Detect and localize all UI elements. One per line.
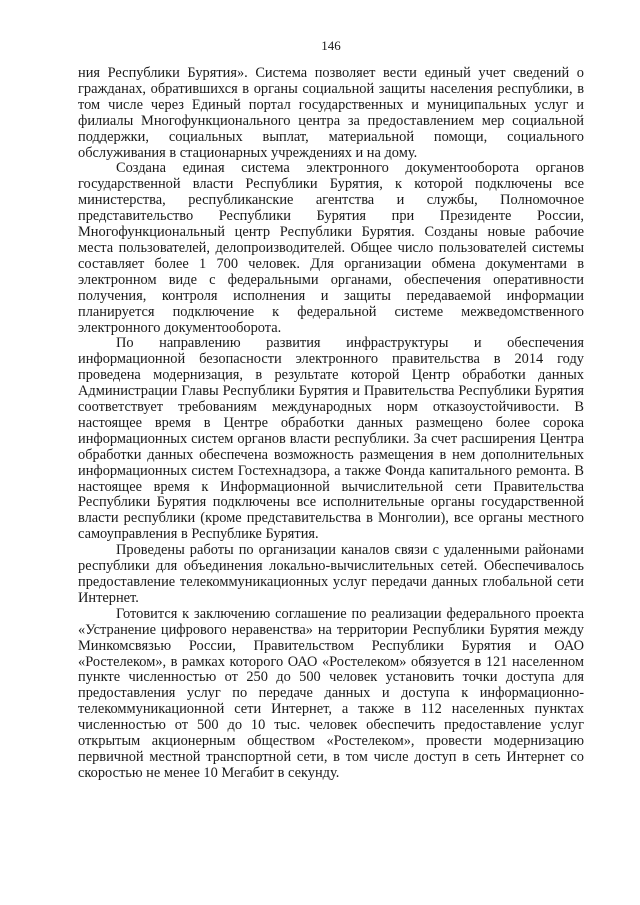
- paragraph-document-management-system: Создана единая система электронного документооборота органов государственной власти Республики Бурятия, к которой подключены все министерства, республиканские агентства и службы, Полномочное представительство Республики Бурятия при Президенте России, Многофункциональный центр Республики Бурятия. Созданы новые рабочие места пользователей, делопроизводителей. Общее число пользователей системы составляет более 1 700 человек. Для организации обмена документами в электронном виде с федеральными органами, обеспечения оперативности получения, контроля исполнения и защиты передаваемой информации планируется подключение к федеральной системе межведомственного электронного документооборота.: [78, 160, 584, 336]
- paragraph-social-protection-continuation: ния Республики Бурятия». Система позволяет вести единый учет сведений о гражданах, обратившихся в органы социальной защиты населения республики, в том числе через Единый портал государственных и муниципальных услуг и филиалы Многофункционального центра за предоставлением мер социальной поддержки, социальных выплат, материальной помощи, социального обслуживания в стационарных учреждениях и на дому.: [78, 65, 584, 161]
- paragraph-infrastructure-security: По направлению развития инфраструктуры и обеспечения информационной безопасности электронного правительства в 2014 году проведена модернизация, в результате которой Центр обработки данных Администрации Главы Республики Бурятия и Правительства Республики Бурятия соответствует требованиям международных норм отказоустойчивости. В настоящее время в Центре обработки данных размещено более сорока информационных систем органов власти республики. За счет расширения Центра обработки данных обеспечена возможность размещения в нем дополнительных информационных систем Гостехнадзора, а также Фонда капитального ремонта. В настоящее время к Информационной вычислительной сети Правительства Республики Бурятия подключены все исполнительные органы государственной власти республики (кроме представительства в Монголии), все органы местного самоуправления в Республике Бурятия.: [78, 335, 584, 543]
- page-number: 146: [321, 38, 341, 53]
- paragraph-communication-channels: Проведены работы по организации каналов связи с удаленными районами республики для объединения локально-вычислительных сетей. Обеспечивалось предоставление телекоммуникационных услуг передачи данных глобальной сети Интернет.: [78, 542, 584, 606]
- paragraph-digital-divide-agreement: Готовится к заключению соглашение по реализации федерального проекта «Устранение цифрового неравенства» на территории Республики Бурятия между Минкомсвязью России, Правительством Республики Бурятия и ОАО «Ростелеком», в рамках которого ОАО «Ростелеком» обязуется в 121 населенном пункте численностью от 250 до 500 человек установить точки доступа для предоставления услуг по передаче данных и доступа к информационно-телекоммуникационной сети Интернет, а также в 112 населенных пунктах численностью от 500 до 10 тыс. человек обеспечить предоставление услуг открытым акционерным обществом «Ростелеком», провести модернизацию первичной местной транспортной сети, в том числе доступ в сеть Интернет со скоростью не менее 10 Мегабит в секунду.: [78, 605, 584, 781]
- document-page: [78, 38, 584, 782]
